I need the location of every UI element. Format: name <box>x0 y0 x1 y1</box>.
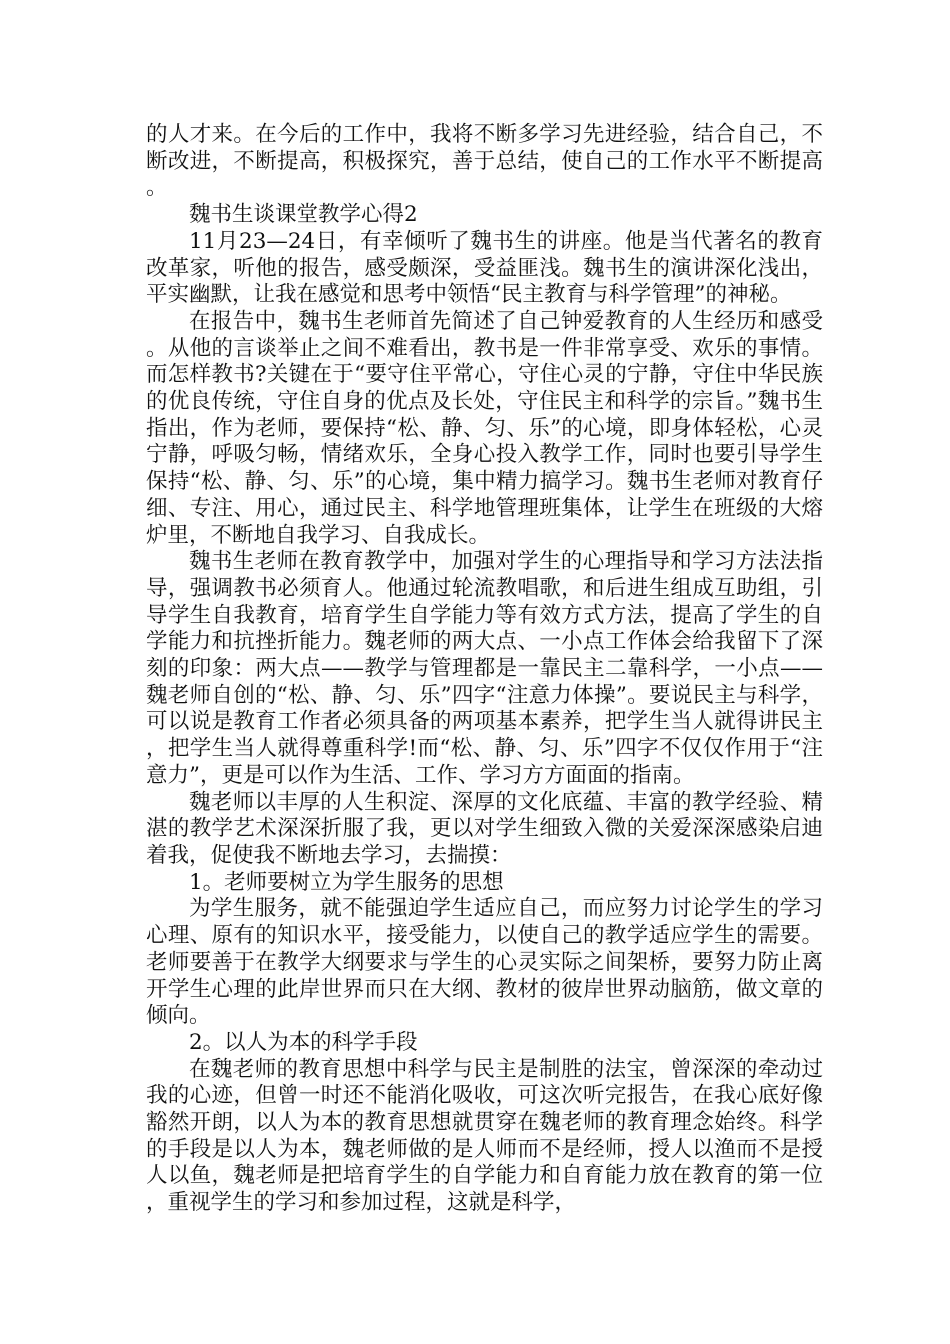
paragraph: 魏书生老师在教育教学中，加强对学生的心理指导和学习方法法指导，强调教书必须育人。他通过轮流教唱歌，和后进生组成互助组，引导学生自我教育，培育学生自学能力等有效方式方法，提高了学生的自学能力和抗挫折能力。魏老师的两大点、一小点工作体会给我留下了深刻的印象：两大点——教学与管理都是一靠民主二靠科学，一小点——魏老师自创的“松、静、匀、乐”四字“注意力体操”。要说民主与科学，可以说是教育工作者必须具备的两项基本素养，把学生当人就得讲民主，把学生当人就得尊重科学!而“松、静、匀、乐”四字不仅仅作用于“注意力”，更是可以作为生活、工作、学习方方面面的指南。 <box>146 549 823 788</box>
document-page <box>146 122 823 1217</box>
list-heading: 1。老师要树立为学生服务的思想 <box>189 869 504 895</box>
section-heading: 魏书生谈课堂教学心得2 <box>189 202 418 228</box>
paragraph-continuation: 的人才来。在今后的工作中，我将不断多学习先进经验，结合自己，不断改进，不断提高，积极探究，善于总结，使自己的工作水平不断提高。 <box>146 122 823 201</box>
paragraph: 11月23—24日，有幸倾听了魏书生的讲座。他是当代著名的教育改革家，听他的报告，感受颇深，受益匪浅。魏书生的演讲深化浅出，平实幽默，让我在感觉和思考中领悟“民主教育与科学管理”的神秘。 <box>146 228 823 308</box>
paragraph: 为学生服务，就不能强迫学生适应自己，而应努力讨论学生的学习心理、原有的知识水平，接受能力，以使自己的教学适应学生的需要。老师要善于在教学大纲要求与学生的心灵实际之间架桥，要努力防止离开学生心理的此岸世界而只在大纲、教材的彼岸世界动脑筋，做文章的倾向。 <box>146 896 823 1029</box>
paragraph: 在报告中，魏书生老师首先简述了自己钟爱教育的人生经历和感受。从他的言谈举止之间不难看出，教书是一件非常享受、欢乐的事情。而怎样教书?关键在于“要守住平常心，守住心灵的宁静，守住中华民族的优良传统，守住自身的优点及长处，守住民主和科学的宗旨。”魏书生指出，作为老师，要保持“松、静、匀、乐”的心境，即身体轻松，心灵宁静，呼吸匀畅，情绪欢乐，全身心投入教学工作，同时也要引导学生保持“松、静、匀、乐”的心境，集中精力搞学习。魏书生老师对教育仔细、专注、用心，通过民主、科学地管理班集体，让学生在班级的大熔炉里，不断地自我学习、自我成长。 <box>146 308 823 548</box>
paragraph: 在魏老师的教育思想中科学与民主是制胜的法宝，曾深深的牵动过我的心迹，但曾一时还不能消化吸收，可这次听完报告，在我心底好像豁然开朗，以人为本的教育思想就贯穿在魏老师的教育理念始终。科学的手段是以人为本，魏老师做的是人师而不是经师，授人以渔而不是授人以鱼，魏老师是把培育学生的自学能力和自育能力放在教育的第一位，重视学生的学习和参加过程，这就是科学， <box>146 1056 823 1216</box>
list-heading: 2。以人为本的科学手段 <box>189 1029 418 1055</box>
paragraph: 魏老师以丰厚的人生积淀、深厚的文化底蕴、丰富的教学经验、精湛的教学艺术深深折服了我，更以对学生细致入微的关爱深深感染启迪着我，促使我不断地去学习，去揣摸： <box>146 789 823 868</box>
